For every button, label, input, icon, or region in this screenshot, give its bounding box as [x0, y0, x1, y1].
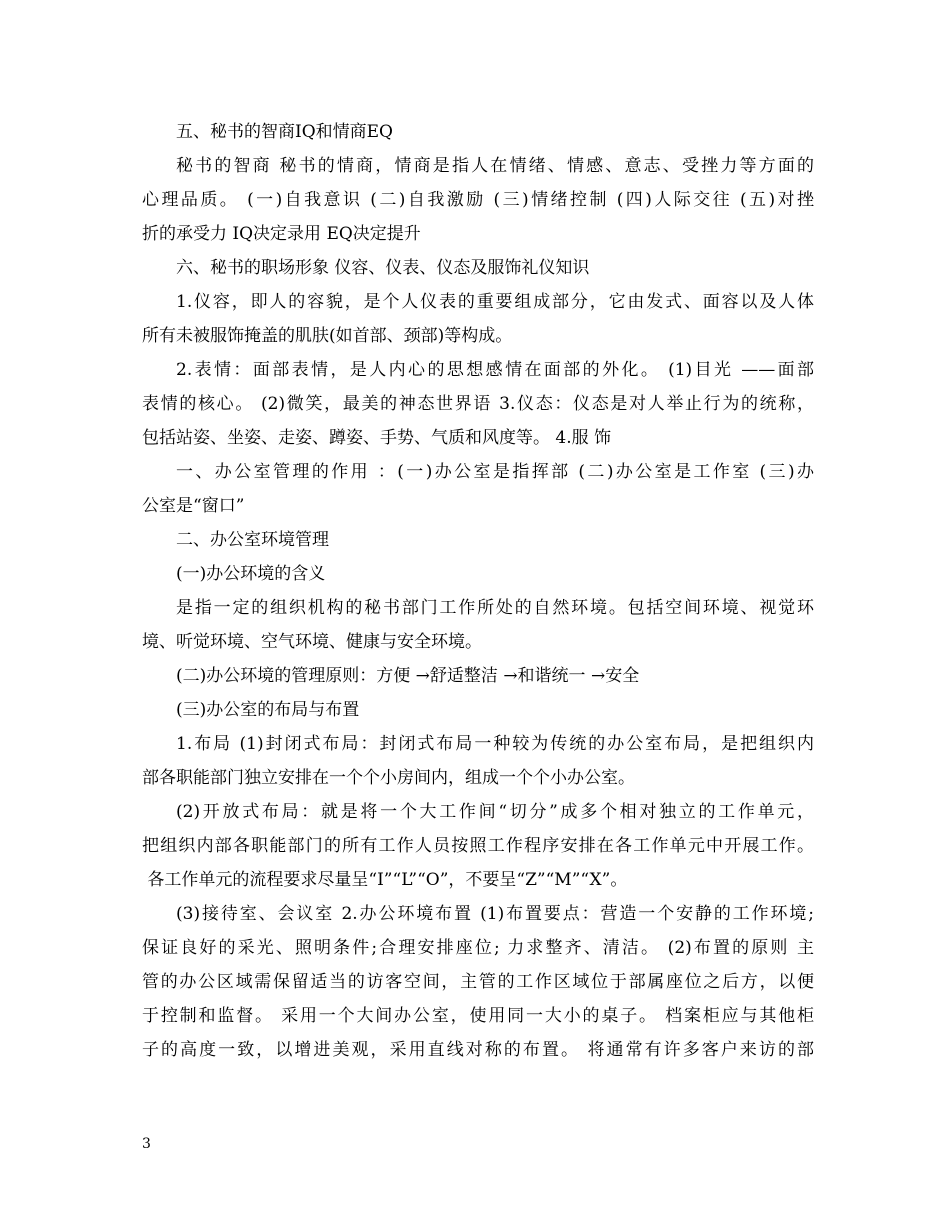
text-line: (3)接待室、会议室 2.办公环境布置 (1)布置要点：营造一个安静的工作环境;: [176, 904, 814, 924]
text-line: 各工作单元的流程要求尽量呈“I”“L”“O”，不要呈“Z”“M”“X”。: [142, 870, 628, 890]
text-line: 1.仪容，即人的容貌，是个人仪表的重要组成部分，它由发式、面容以及人体: [176, 292, 814, 312]
text-line: 表情的核心。 (2)微笑，最美的神态世界语 3.仪态：仪态是对人举止行为的统称，: [142, 394, 814, 414]
text-line: 秘书的智商 秘书的情商，情商是指人在情绪、情感、意志、受挫力等方面的: [176, 156, 814, 176]
text-line: 折的承受力 IQ决定录用 EQ决定提升: [142, 224, 421, 244]
text-line: 是指一定的组织机构的秘书部门工作所处的自然环境。包括空间环境、视觉环: [176, 598, 814, 618]
text-line: 所有未被服饰掩盖的肌肤(如首部、颈部)等构成。: [142, 326, 513, 346]
text-line: 心理品质。 (一)自我意识 (二)自我激励 (三)情绪控制 (四)人际交往 (五)对挫: [142, 190, 814, 210]
text-line: 保证良好的采光、照明条件;合理安排座位; 力求整齐、清洁。 (2)布置的原则 主: [142, 938, 814, 958]
text-line: (2)开放式布局：就是将一个大工作间“切分”成多个相对独立的工作单元，: [176, 802, 814, 822]
text-line: 把组织内部各职能部门的所有工作人员按照工作程序安排在各工作单元中开展工作。: [142, 836, 814, 856]
text-line: (三)办公室的布局与布置: [176, 700, 360, 720]
page-number: 3: [142, 1136, 151, 1152]
text-line: 公室是“窗口”: [142, 496, 245, 516]
text-line: (一)办公环境的含义: [176, 564, 326, 584]
text-line: 二、办公室环境管理: [176, 530, 329, 550]
text-line: 包括站姿、坐姿、走姿、蹲姿、手势、气质和风度等。 4.服 饰: [142, 428, 612, 448]
text-line: 2.表情：面部表情，是人内心的思想感情在面部的外化。 (1)目光 ——面部: [176, 360, 814, 380]
text-line: 管的办公区域需保留适当的访客空间，主管的工作区域位于部属座位之后方，以便: [142, 972, 814, 992]
text-line: 六、秘书的职场形象 仪容、仪表、仪态及服饰礼仪知识: [176, 258, 590, 278]
text-line: 子的高度一致，以增进美观，采用直线对称的布置。 将通常有许多客户来访的部: [142, 1040, 814, 1060]
text-line: 一、办公室管理的作用 ：(一)办公室是指挥部 (二)办公室是工作室 (三)办: [176, 462, 814, 482]
text-line: 于控制和监督。 采用一个大间办公室，使用同一大小的桌子。 档案柜应与其他柜: [142, 1006, 814, 1026]
text-line: 部各职能部门独立安排在一个个小房间内，组成一个个小办公室。: [142, 768, 635, 788]
text-line: (二)办公环境的管理原则：方便 →舒适整洁 →和谐统一 →安全: [176, 666, 640, 686]
document-body: [142, 115, 814, 1067]
text-line: 境、听觉环境、空气环境、健康与安全环境。: [142, 632, 482, 652]
text-line: 1.布局 (1)封闭式布局：封闭式布局一种较为传统的办公室布局，是把组织内: [176, 734, 814, 754]
text-line: 五、秘书的智商IQ和情商EQ: [176, 122, 393, 142]
